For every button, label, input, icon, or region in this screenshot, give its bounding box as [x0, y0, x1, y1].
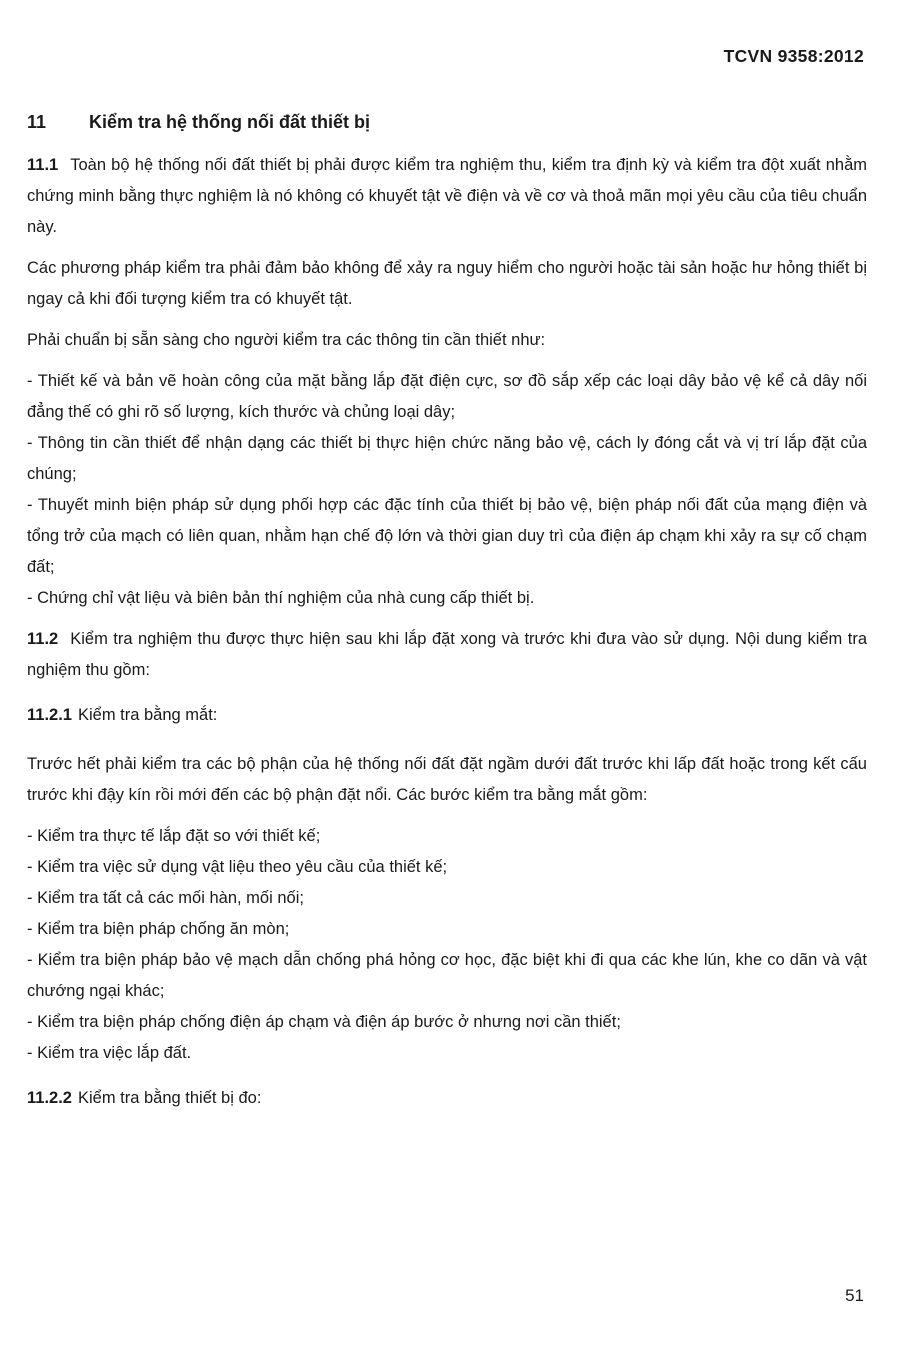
- document-code: TCVN 9358:2012: [723, 46, 864, 66]
- page-content: [27, 108, 867, 1132]
- clause-11-2-1-heading: [27, 700, 867, 731]
- section-title: Kiểm tra hệ thống nối đất thiết bị: [89, 112, 370, 132]
- list-item: - Kiểm tra việc sử dụng vật liệu theo yêu cầu của thiết kế;: [27, 858, 448, 876]
- list-item: - Kiểm tra việc lắp đất.: [27, 1044, 192, 1062]
- page-number: 51: [845, 1286, 864, 1305]
- paragraph-text: Kiểm tra nghiệm thu được thực hiện sau khi lắp đặt xong và trước khi đưa vào sử dụng. Nội dung kiểm tra nghiệm thu gồm:: [27, 630, 867, 679]
- list-item: - Thông tin cần thiết để nhận dạng các thiết bị thực hiện chức năng bảo vệ, cách ly đóng cắt và vị trí lắp đặt của chúng;: [27, 434, 867, 483]
- clause-11-2-paragraph: [27, 624, 867, 686]
- section-heading: [27, 108, 867, 136]
- paragraph: Trước hết phải kiểm tra các bộ phận của hệ thống nối đất đặt ngầm dưới đất trước khi lấp đất hoặc trong kết cấu trước khi đậy kín rồi mới đến các bộ phận đặt nổi. Các bước kiểm tra bằng mắt gồm:: [27, 755, 867, 804]
- clause-number: 11.2.2: [27, 1089, 72, 1107]
- clause-title: Kiểm tra bằng mắt:: [77, 706, 218, 724]
- clause-title: Kiểm tra bằng thiết bị đo:: [77, 1089, 262, 1107]
- list-item: - Chứng chỉ vật liệu và biên bản thí nghiệm của nhà cung cấp thiết bị.: [27, 589, 535, 607]
- clause-number: 11.2: [27, 630, 59, 648]
- info-list: [27, 366, 867, 614]
- list-item: - Kiểm tra biện pháp bảo vệ mạch dẫn chống phá hỏng cơ học, đặc biệt khi đi qua các khe lún, khe co dãn và vật chướng ngại khác;: [27, 951, 867, 1000]
- list-item: - Kiểm tra biện pháp chống điện áp chạm và điện áp bước ở nhưng nơi cần thiết;: [27, 1013, 621, 1031]
- list-item: - Kiểm tra thực tế lắp đặt so với thiết kế;: [27, 827, 321, 845]
- clause-11-2-2-heading: [27, 1083, 867, 1114]
- clause-11-1-paragraph: [27, 150, 867, 243]
- list-item: - Thiết kế và bản vẽ hoàn công của mặt bằng lắp đặt điện cực, sơ đồ sắp xếp các loại dây bảo vệ kể cả dây nối đẳng thế có ghi rõ số lượng, kích thước và chủng loại dây;: [27, 372, 867, 421]
- section-number: 11: [27, 112, 47, 132]
- list-item: - Kiểm tra tất cả các mối hàn, mối nối;: [27, 889, 304, 907]
- clause-number: 11.2.1: [27, 706, 72, 724]
- paragraph: Phải chuẩn bị sẵn sàng cho người kiểm tra các thông tin cần thiết như:: [27, 331, 546, 349]
- clause-number: 11.1: [27, 156, 59, 174]
- paragraph-text: Toàn bộ hệ thống nối đất thiết bị phải được kiểm tra nghiệm thu, kiểm tra định kỳ và kiểm tra đột xuất nhằm chứng minh bằng thực nghiệm là nó không có khuyết tật về điện và về cơ và thoả mãn mọi yêu cầu của tiêu chuẩn này.: [27, 156, 867, 236]
- visual-check-list: [27, 821, 867, 1069]
- paragraph: Các phương pháp kiểm tra phải đảm bảo không để xảy ra nguy hiểm cho người hoặc tài sản hoặc hư hỏng thiết bị ngay cả khi đối tượng kiểm tra có khuyết tật.: [27, 259, 867, 308]
- list-item: - Thuyết minh biện pháp sử dụng phối hợp các đặc tính của thiết bị bảo vệ, biện pháp nối đất của mạng điện và tổng trở của mạch có liên quan, nhằm hạn chế độ lớn và thời gian duy trì của điện áp chạm khi xảy ra sự cố chạm đất;: [27, 496, 867, 576]
- list-item: - Kiểm tra biện pháp chống ăn mòn;: [27, 920, 290, 938]
